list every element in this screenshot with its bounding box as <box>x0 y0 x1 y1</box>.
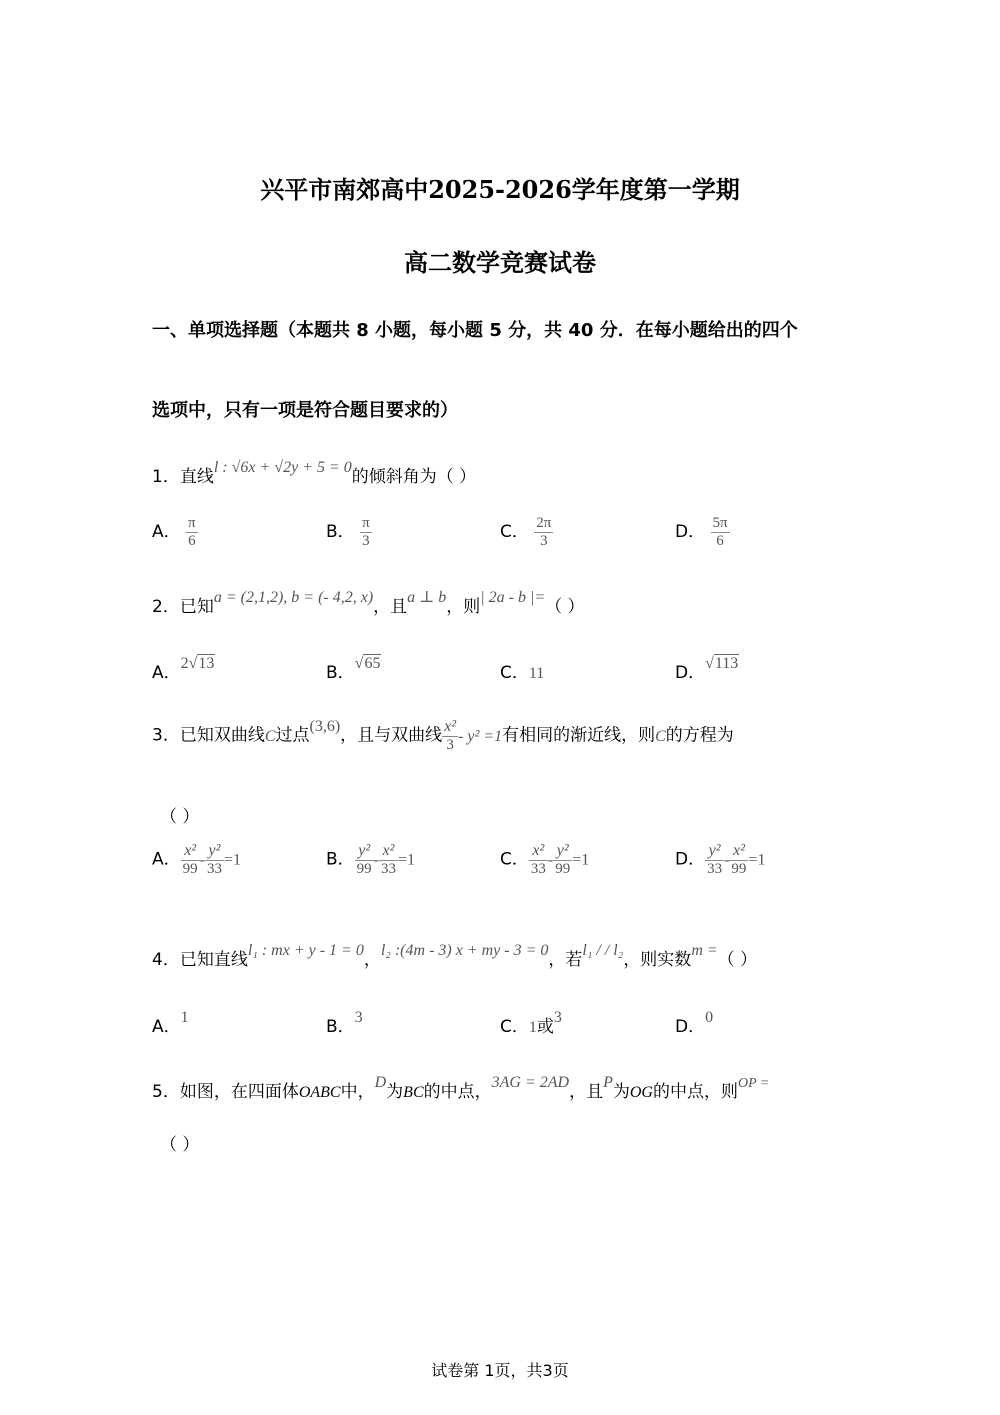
q5-text: 为 <box>386 1082 404 1102</box>
q5-point-p: P <box>603 1074 613 1091</box>
option-label: A． <box>152 849 181 870</box>
page-title-line2: 高二数学竞赛试卷 <box>404 248 596 277</box>
q2-option-d <box>675 655 739 683</box>
q4-parallel: l₁ / / l₂ <box>582 942 624 959</box>
q2-text: ，且 <box>373 597 408 617</box>
q4-prefix: 4．已知直线 <box>152 950 248 970</box>
q5-text: 中， <box>340 1082 375 1102</box>
q4-option-a-value: 1 <box>180 1009 189 1026</box>
option-label: B． <box>326 522 355 542</box>
question-5 <box>152 1074 770 1102</box>
fraction: $\frac{\text{x²}}{99}$ <box>182 842 198 877</box>
q3-hyperbola-fraction: $\frac{\text{x²}}{3}$ <box>444 718 457 753</box>
q1-suffix: 的倾斜角为（ ） <box>351 467 477 487</box>
option-label: A． <box>152 1017 181 1037</box>
q1-equation: l : √6x + √2y + 5 = 0 <box>213 459 352 476</box>
q1-option-b-fraction: $\frac{\pi}{3}$ <box>362 515 370 549</box>
q5-text: 的中点， <box>423 1082 492 1102</box>
option-label: B． <box>326 1017 355 1037</box>
q2-option-c <box>500 658 544 683</box>
question-3 <box>152 718 734 753</box>
q4-option-c-value2: 3 <box>553 1009 562 1026</box>
q5-segment-og: OG <box>629 1084 653 1101</box>
q5-answer-paren: （ ） <box>160 1135 200 1155</box>
q5-vector-eq: 3AG = 2AD <box>491 1074 570 1091</box>
q3-option-c: C． $\frac{\text{x²}}{33}$ - $\frac{\text{y²}}{99}$ =1 <box>500 842 590 877</box>
q3-text: 过点 <box>275 725 310 746</box>
fraction: $\frac{\text{y²}}{99}$ <box>356 842 372 877</box>
q1-option-b <box>326 515 372 549</box>
q4-line-l2: l₂ :(4m - 3) x + my - 3 = 0 <box>380 942 549 959</box>
option-label: B． <box>326 663 355 683</box>
q3-suffix: 的方程为 <box>665 725 734 746</box>
q2-perp: a ⊥ b <box>407 589 447 606</box>
q1-option-c-fraction: $\frac{2\pi}{3}$ <box>536 515 552 549</box>
q5-tetrahedron: OABC <box>298 1084 341 1101</box>
option-label: C． <box>500 522 529 542</box>
q3-text: ，且与双曲线 <box>340 725 443 746</box>
option-label: C． <box>500 1017 529 1037</box>
option-label: D． <box>675 849 706 870</box>
page-title-line1: 兴平市南郊高中2025-2026学年度第一学期 <box>260 175 740 204</box>
option-label: C． <box>500 663 529 683</box>
q4-option-c-or: 或 <box>536 1017 554 1037</box>
q4-option-d <box>675 1009 714 1037</box>
q2-option-a-value: 2√13 <box>180 655 215 672</box>
option-label: D． <box>675 522 706 542</box>
q2-option-a <box>152 655 215 683</box>
option-label: D． <box>675 1017 706 1037</box>
q4-line-l1: l₁ : mx + y - 1 = 0 <box>247 942 364 959</box>
q5-segment-bc: BC <box>403 1084 424 1101</box>
fraction: $\frac{\text{x²}}{99}$ <box>731 842 747 877</box>
q4-option-b <box>326 1009 363 1037</box>
q1-option-d-fraction: $\frac{5\pi}{6}$ <box>712 515 728 549</box>
fraction: $\frac{\text{x²}}{33}$ <box>530 842 546 877</box>
q5-prefix: 5．如图，在四面体 <box>152 1082 299 1102</box>
q3-answer-paren: （ ） <box>160 807 200 827</box>
q3-curve-c: C <box>264 727 276 745</box>
q5-point-d: D <box>374 1074 387 1091</box>
q4-text: ，则实数 <box>623 950 692 970</box>
q3-point: (3,6) <box>309 717 341 735</box>
q2-option-b <box>326 655 381 683</box>
page-footer: 试卷第 1页，共3页 <box>431 1361 569 1380</box>
q1-option-c <box>500 515 553 549</box>
q3-text: 有相同的渐近线，则 <box>502 725 656 746</box>
q3-hyperbola-rest: - y² =1 <box>458 727 503 745</box>
question-4 <box>152 942 758 970</box>
q3-option-b: B． $\frac{\text{y²}}{99}$ - $\frac{\text{x²}}{33}$ =1 <box>326 842 416 877</box>
section1-heading-line1: 一、单项选择题（本题共 8 小题，每小题 5 分，共 40 分．在每小题给出的四个 <box>152 320 798 341</box>
question-1 <box>152 459 477 487</box>
q2-prefix: 2．已知 <box>152 597 214 617</box>
option-label: D． <box>675 663 706 683</box>
q1-option-a <box>152 515 198 549</box>
q4-option-a <box>152 1009 189 1037</box>
option-label: C． <box>500 849 529 870</box>
q5-text: 的中点，则 <box>652 1082 738 1102</box>
q2-option-c-value: 11 <box>528 665 545 682</box>
fraction: $\frac{\text{y²}}{33}$ <box>707 842 723 877</box>
option-label: B． <box>326 849 355 870</box>
q2-option-b-value: √65 <box>354 655 381 672</box>
q2-text: ，则 <box>446 597 481 617</box>
q5-op-equals: OP = <box>737 1076 770 1091</box>
section1-heading-line2: 选项中，只有一项是符合题目要求的） <box>152 400 458 421</box>
q1-prefix: 1．直线 <box>152 467 214 487</box>
q4-m-equals: m = <box>691 942 718 959</box>
q4-option-c <box>500 1009 562 1037</box>
q4-option-b-value: 3 <box>354 1009 363 1026</box>
q1-option-d <box>675 515 730 549</box>
question-2 <box>152 589 585 617</box>
q2-suffix: （ ） <box>545 597 585 617</box>
q4-text: ，若 <box>548 950 583 970</box>
q5-text: 为 <box>612 1082 630 1102</box>
q3-prefix: 3．已知双曲线 <box>152 725 265 746</box>
q4-text: ， <box>363 950 381 970</box>
fraction: $\frac{\text{y²}}{33}$ <box>206 842 222 877</box>
q2-magnitude: | 2a - b |= <box>480 589 546 606</box>
q2-option-d-value: √113 <box>705 655 739 672</box>
q4-option-d-value: 0 <box>705 1009 714 1026</box>
q5-text: ，且 <box>569 1082 604 1102</box>
option-label: A． <box>152 663 181 683</box>
q3-option-d: D． $\frac{\text{y²}}{33}$ - $\frac{\text{x²}}{99}$ =1 <box>675 842 766 877</box>
fraction: $\frac{\text{x²}}{33}$ <box>381 842 396 877</box>
option-label: A． <box>152 522 181 542</box>
q4-option-c-value: 1 <box>528 1019 537 1036</box>
q3-option-a: A． $\frac{\text{x²}}{99}$ - $\frac{\text{y²}}{33}$ =1 <box>152 842 241 877</box>
q3-curve-c: C <box>655 727 666 745</box>
q1-option-a-fraction: $\frac{\pi}{6}$ <box>188 515 196 549</box>
q2-vectors: a = (2,1,2), b = (- 4,2, x) <box>213 589 374 606</box>
q4-suffix: （ ） <box>717 950 758 970</box>
fraction: $\frac{\text{y²}}{99}$ <box>555 842 571 877</box>
